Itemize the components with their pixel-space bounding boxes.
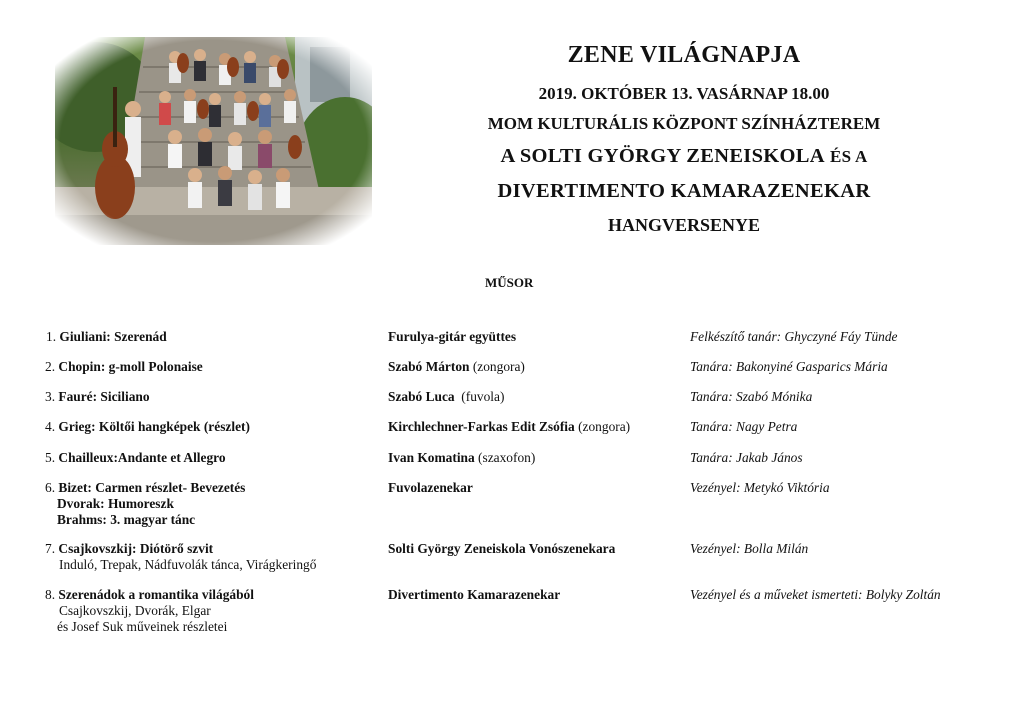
program-number: 8. [45,587,56,602]
program-number: 6. [45,480,56,495]
program-performer [388,329,688,345]
program-performer [388,419,688,435]
program-performer [388,359,688,375]
program-piece [45,389,375,405]
event-type: HANGVERSENYE [607,215,761,235]
event-title-text: ZENE VILÁGNAPJA [567,42,801,68]
program-teacher: Felkészítő tanár: Ghyczyné Fáy Tünde [690,329,898,344]
program-piece [45,419,375,435]
program-piece [45,480,375,528]
organizer-line-1 [460,145,908,168]
program-number: 3. [45,389,56,404]
program-performer-name: Divertimento Kamarazenekar [388,587,561,602]
program-heading: MŰSOR [485,275,534,290]
program-teacher: Tanára: Jakab János [690,450,803,465]
organizer-connector: ÉS A [829,147,868,166]
program-teacher: Tanára: Bakonyiné Gasparics Mária [690,359,888,374]
program-performer-name: Fuvolazenekar [388,480,473,495]
program-teacher: Tanára: Nagy Petra [690,419,798,434]
program-piece-details: és Josef Suk műveinek részletei [57,619,228,634]
program-piece-title: Chopin: g-moll Polonaise [58,359,203,374]
program-piece [46,329,376,345]
program-piece-title: Csajkovszkij: Diótörő szvit [58,541,214,556]
program-number: 2. [45,359,56,374]
program-teacher: Tanára: Szabó Mónika [690,389,813,404]
program-piece [45,450,375,466]
program-piece [45,587,375,635]
program-number: 7. [45,541,56,556]
orchestra-photo [55,37,372,245]
program-performer-instrument: (zongora) [578,419,631,434]
program-piece-title: Szerenádok a romantika világából [58,587,254,602]
program-number: 4. [45,419,56,434]
program-number: 1. [46,329,57,344]
event-date: 2019. OKTÓBER 13. VASÁRNAP 18.00 [538,84,830,103]
program-performer [388,541,688,557]
program-performer-instrument: (szaxofon) [478,450,536,465]
program-piece-movements: Induló, Trepak, Nádfuvolák tánca, Virágkeringő [59,557,317,572]
program-piece [45,359,375,375]
program-performer [388,480,688,496]
program-piece-title-3: Brahms: 3. magyar tánc [57,512,196,527]
program-performer-instrument: (fuvola) [461,389,505,404]
program-performer-name: Furulya-gitár együttes [388,329,517,344]
program-piece-title: Grieg: Költői hangképek (részlet) [58,419,250,434]
program-performer-name: Ivan Komatina [388,450,475,465]
program-teacher: Vezényel: Metykó Viktória [690,480,830,495]
program-teacher: Vezényel és a műveket ismerteti: Bolyky Zoltán [690,587,941,602]
organizer-school: A SOLTI GYÖRGY ZENEISKOLA [500,145,825,167]
program-piece-title: Chailleux:Andante et Allegro [58,450,226,465]
program-performer-name: Kirchlechner-Farkas Edit Zsófia [388,419,575,434]
program-performer-name: Solti György Zeneiskola Vonószenekara [388,541,616,556]
program-piece-title: Fauré: Siciliano [58,389,150,404]
program-performer-name: Szabó Márton [388,359,470,374]
program-piece [45,541,375,573]
orchestra-photo-illustration [55,37,372,245]
program-performer [388,389,688,405]
event-title [460,42,908,69]
program-number: 5. [45,450,56,465]
program-performer [388,587,688,603]
organizer-orchestra: DIVERTIMENTO KAMARAZENEKAR [497,180,871,202]
event-venue: MOM KULTURÁLIS KÖZPONT SZÍNHÁZTEREM [487,114,881,133]
program-piece-title-2: Dvorak: Humoreszk [57,496,174,511]
program-performer [388,450,688,466]
program-piece-title: Giuliani: Szerenád [59,329,167,344]
program-performer-instrument: (zongora) [472,359,525,374]
organizer-line-2 [460,180,908,203]
program-piece-title: Bizet: Carmen részlet- Bevezetés [58,480,246,495]
program-performer-name: Szabó Luca [388,389,455,404]
program-teacher: Vezényel: Bolla Milán [690,541,809,556]
program-piece-composers: Csajkovszkij, Dvorák, Elgar [59,603,211,618]
